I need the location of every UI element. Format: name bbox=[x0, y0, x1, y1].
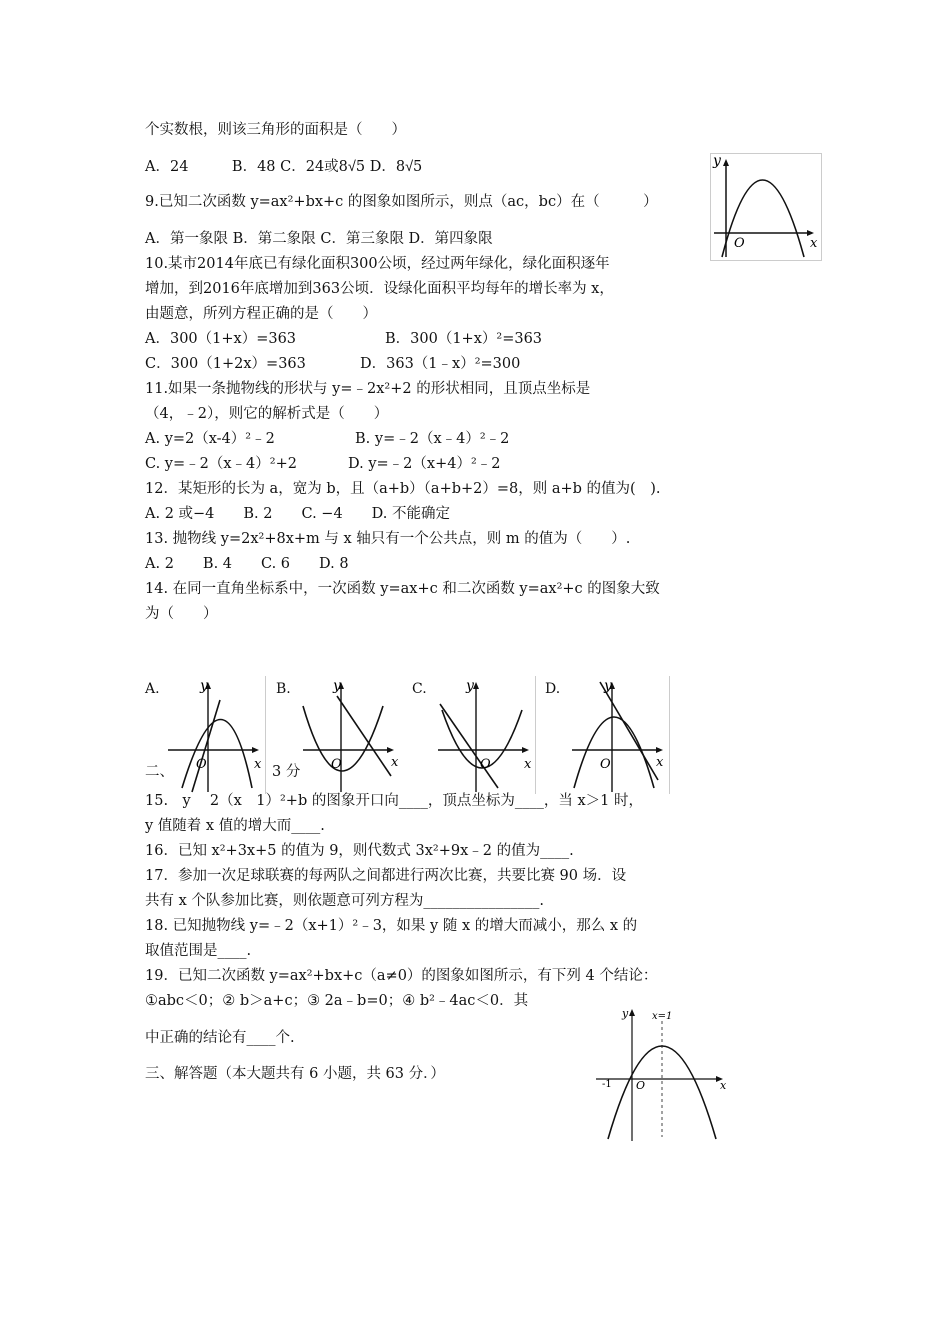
q14-stem-1: 14. 在同一直角坐标系中，一次函数 y=ax+c 和二次函数 y=ax²+c 的图象大致 bbox=[145, 581, 660, 597]
q17-stem-2: 共有 x 个队参加比赛，则依题意可列方程为________________. bbox=[145, 893, 545, 909]
q9-parabola-graph bbox=[710, 153, 822, 261]
q9-origin-label: O bbox=[734, 236, 745, 251]
q15-stem-2: y 值随着 x 值的增大而____. bbox=[145, 818, 325, 834]
q19-axis-label: x=1 bbox=[652, 1011, 673, 1022]
q14d-x-label: x bbox=[656, 755, 664, 770]
q14d-origin-label: O bbox=[600, 757, 611, 772]
q11-stem-1: 11.如果一条抛物线的形状与 y=﹣2x²+2 的形状相同，且顶点坐标是 bbox=[145, 381, 591, 397]
q19-x-label: x bbox=[720, 1079, 727, 1092]
q19-stem-1: 19．已知二次函数 y=ax²+bx+c（a≠0）的图象如图所示，有下列 4 个结论： bbox=[145, 968, 658, 984]
section-3-heading: 三、解答题（本大题共有 6 小题，共 63 分．） bbox=[145, 1066, 445, 1082]
q14-graph-a bbox=[162, 676, 266, 794]
q9-stem: 9.已知二次函数 y=ax²+bx+c 的图象如图所示，则点（ac，bc）在（ ） bbox=[145, 194, 658, 210]
q19-stem-3: 中正确的结论有____个. bbox=[145, 1030, 295, 1046]
q10-option-c: C．300（1+2x）=363 bbox=[145, 356, 306, 372]
q14-graph-c bbox=[432, 676, 536, 794]
q14-graph-d bbox=[566, 676, 670, 794]
q14c-y-label: y bbox=[466, 678, 474, 694]
q14-option-d-label: D. bbox=[545, 681, 561, 697]
q14c-x-label: x bbox=[524, 757, 532, 772]
q14d-y-label: y bbox=[604, 678, 612, 694]
q11-option-d: D. y=﹣2（x+4）²﹣2 bbox=[348, 456, 501, 472]
q19-origin-label: O bbox=[636, 1079, 646, 1092]
q9-options: A．第一象限 B．第二象限 C．第三象限 D．第四象限 bbox=[145, 231, 493, 247]
q11-option-b: B. y=﹣2（x﹣4）²﹣2 bbox=[355, 431, 510, 447]
q11-stem-2: （4，﹣2），则它的解析式是（ ） bbox=[145, 406, 389, 422]
q14-option-a-label: A. bbox=[145, 681, 160, 697]
q19-y-label: y bbox=[622, 1007, 629, 1020]
q9-x-label: x bbox=[810, 236, 818, 251]
q13-options: A. 2 B. 4 C. 6 D. 8 bbox=[145, 556, 349, 572]
q15-stem-1: 15. y 2（x 1）²+b 的图象开口向____，顶点坐标为____，当 x＞1 时， bbox=[145, 793, 643, 809]
q10-stem-2: 增加，到2016年底增加到363公顷．设绿化面积平均每年的增长率为 x， bbox=[145, 281, 614, 297]
q19-neg1-label: -1 bbox=[602, 1079, 612, 1090]
q10-stem-3: 由题意，所列方程正确的是（ ） bbox=[145, 306, 377, 322]
q12-stem: 12．某矩形的长为 a，宽为 b，且（a+b）（a+b+2）=8，则 a+b 的值为( ). bbox=[145, 481, 661, 497]
q14a-x-label: x bbox=[254, 757, 262, 772]
q11-option-c: C. y=﹣2（x﹣4）²+2 bbox=[145, 456, 297, 472]
q12-options: A. 2 或−4 B. 2 C. −4 D. 不能确定 bbox=[145, 506, 450, 522]
q13-stem: 13. 抛物线 y=2x²+8x+m 与 x 轴只有一个公共点，则 m 的值为（ ）. bbox=[145, 531, 631, 547]
q10-stem-1: 10.某市2014年底已有绿化面积300公顷，经过两年绿化，绿化面积逐年 bbox=[145, 256, 610, 272]
q14b-origin-label: O bbox=[331, 757, 342, 772]
q14b-x-label: x bbox=[391, 755, 399, 770]
q10-option-a: A．300（1+x）=363 bbox=[145, 331, 297, 347]
q18-stem-2: 取值范围是____. bbox=[145, 943, 252, 959]
q14c-origin-label: O bbox=[480, 757, 491, 772]
q14a-origin-label: O bbox=[196, 757, 207, 772]
section-2-heading-points: 3 分 bbox=[272, 764, 301, 780]
q18-stem-1: 18. 已知抛物线 y=﹣2（x+1）²﹣3，如果 y 随 x 的增大而减小，那么 x 的 bbox=[145, 918, 638, 934]
section-2-heading-start: 二、 bbox=[145, 764, 174, 780]
q14a-y-label: y bbox=[200, 678, 208, 694]
q10-option-b: B．300（1+x）²=363 bbox=[385, 331, 543, 347]
q14-option-c-label: C. bbox=[412, 681, 427, 697]
q19-parabola-graph bbox=[592, 1003, 730, 1143]
q14-graph-b bbox=[297, 676, 401, 794]
q14-option-b-label: B. bbox=[276, 681, 291, 697]
q9-y-label: y bbox=[713, 153, 721, 169]
q8-stem-continued: 个实数根，则该三角形的面积是（ ） bbox=[145, 122, 406, 138]
q11-option-a: A. y=2（x-4）²﹣2 bbox=[145, 431, 275, 447]
q14-stem-2: 为（ ） bbox=[145, 606, 218, 622]
q14b-y-label: y bbox=[333, 678, 341, 694]
q16-stem: 16．已知 x²+3x+5 的值为 9，则代数式 3x²+9x﹣2 的值为____. bbox=[145, 843, 574, 859]
q10-option-d: D．363（1﹣x）²=300 bbox=[360, 356, 521, 372]
q17-stem-1: 17．参加一次足球联赛的每两队之间都进行两次比赛，共要比赛 90 场．设 bbox=[145, 868, 627, 884]
q19-stem-2: ①abc＜0；② b＞a+c；③ 2a﹣b=0；④ b²﹣4ac＜0．其 bbox=[145, 993, 529, 1009]
q8-options: A．24 B．48 C．24或8√5 D．8√5 bbox=[145, 159, 423, 175]
